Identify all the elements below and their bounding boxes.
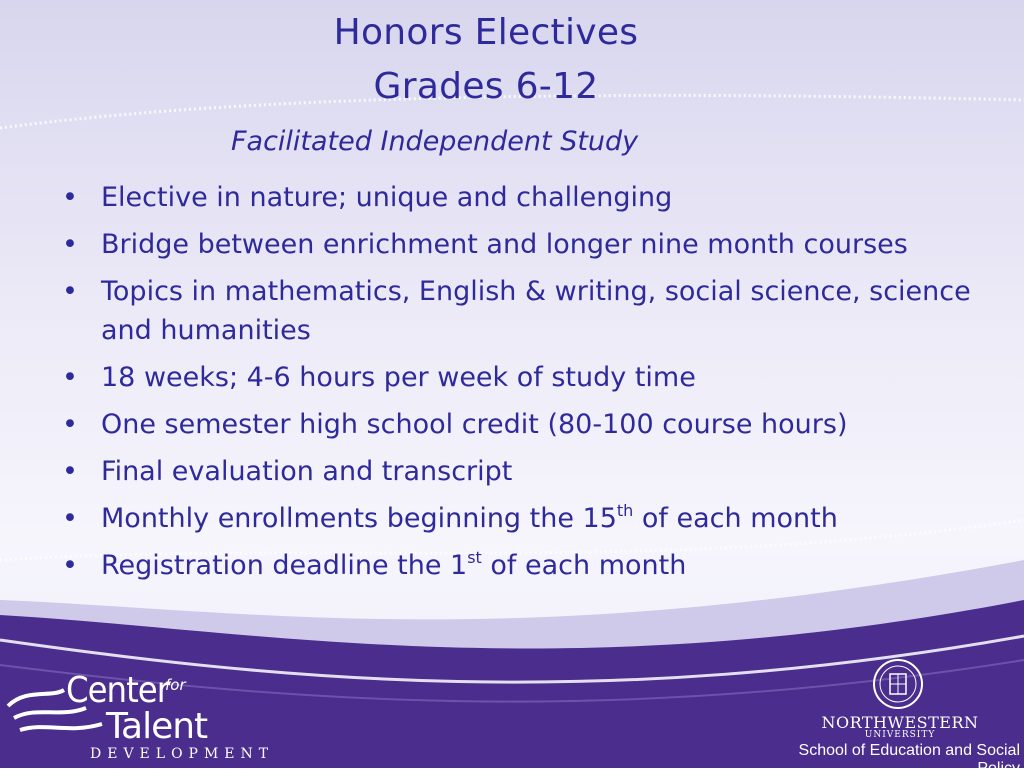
ctd-logo-text-center: Center [66, 670, 170, 711]
bullet-text: Elective in nature; unique and challenging [101, 182, 673, 213]
slide-title-line2: Grades 6-12 [373, 66, 599, 107]
northwestern-name: NORTHWESTERN [821, 713, 979, 732]
bullet-text: Final evaluation and transcript [101, 456, 513, 487]
bullet-item [59, 358, 989, 397]
bullet-text: Topics in mathematics, English & writing, social science, science and humanities [101, 276, 971, 346]
slide-title-line1: Honors Electives [333, 12, 639, 53]
bullet-item [59, 225, 989, 264]
bullet-dot-icon: • [62, 550, 78, 581]
bullet-list [59, 178, 989, 593]
bullet-text: 18 weeks; 4-6 hours per week of study time [101, 362, 696, 393]
bullet-item [59, 178, 989, 217]
slide-subtitle: Facilitated Independent Study [231, 126, 639, 157]
bullet-item [59, 405, 989, 444]
bullet-dot-icon: • [62, 182, 78, 213]
bullet-ordinal-suffix: st [467, 548, 482, 567]
ctd-logo-text-talent: Talent [106, 706, 208, 747]
bullet-text-start: Monthly enrollments beginning the 15 [101, 503, 617, 534]
bullet-ordinal-suffix: th [616, 501, 634, 520]
ctd-logo-text-for: for [165, 676, 186, 694]
ctd-logo-text-development: DEVELOPMENT [90, 746, 275, 762]
bullet-item [59, 499, 989, 538]
bullet-item [59, 546, 989, 585]
northwestern-seal-icon [872, 658, 924, 710]
bullet-dot-icon: • [62, 276, 78, 307]
bullet-item [59, 272, 989, 350]
bullet-text: One semester high school credit (80-100 course hours) [101, 409, 848, 440]
center-for-talent-development-logo [6, 670, 275, 766]
bullet-text-end: of each month [481, 550, 687, 581]
school-name: School of Education and Social Policy [798, 742, 1020, 777]
bullet-text-end: of each month [633, 503, 838, 534]
bullet-dot-icon: • [62, 362, 78, 393]
bullet-dot-icon: • [62, 409, 78, 440]
bullet-item [59, 452, 989, 491]
northwestern-university-label: UNIVERSITY [864, 730, 936, 740]
bullet-text-start: Registration deadline the 1 [101, 550, 468, 581]
bullet-dot-icon: • [62, 229, 78, 260]
bullet-dot-icon: • [62, 503, 78, 534]
bullet-text: Bridge between enrichment and longer nine month courses [101, 229, 908, 260]
bullet-dot-icon: • [62, 456, 78, 487]
